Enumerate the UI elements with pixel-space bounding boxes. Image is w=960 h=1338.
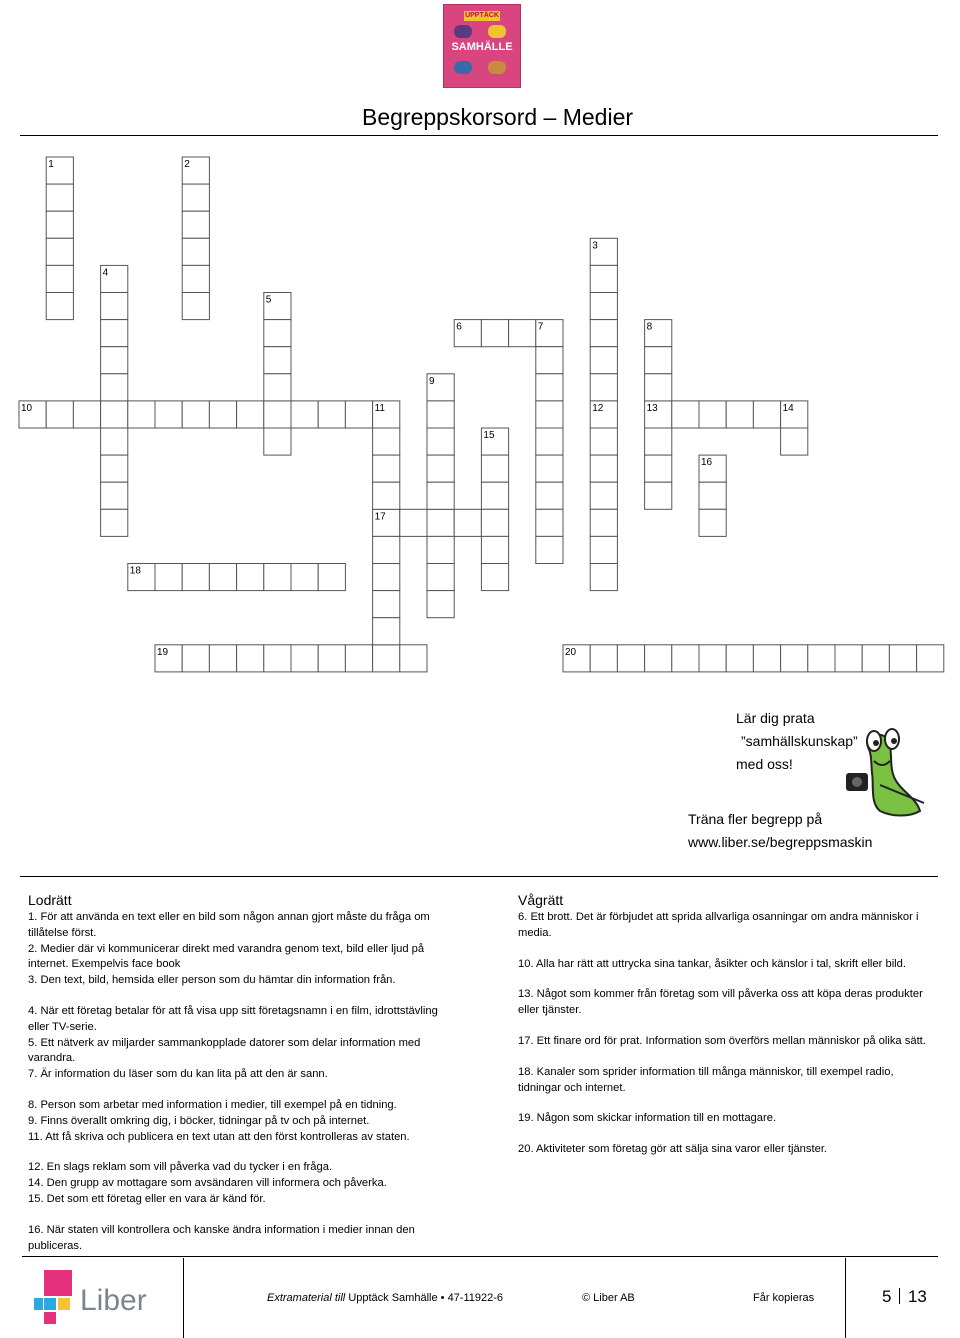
crossword-cell[interactable] — [590, 374, 617, 401]
clue-number-19: 19 — [157, 646, 169, 658]
crossword-cell[interactable] — [182, 265, 209, 292]
crossword-cell[interactable] — [781, 645, 808, 672]
crossword-cell[interactable] — [209, 564, 236, 591]
footer-rule — [22, 1256, 938, 1257]
crossword-cell[interactable] — [835, 645, 862, 672]
clue-number-16: 16 — [701, 457, 713, 469]
crossword-cell[interactable] — [481, 509, 508, 536]
clue-number-12: 12 — [592, 402, 604, 414]
clue-number-1: 1 — [48, 159, 54, 170]
crossword-cell[interactable] — [481, 320, 508, 347]
crossword-cell[interactable] — [373, 482, 400, 509]
clue-down-12: 12. En slags reklam som vill påverka vad du tycker i en fråga. — [28, 1161, 333, 1174]
crossword-cell[interactable] — [590, 347, 617, 374]
crossword-cell[interactable] — [73, 401, 100, 428]
crossword-cell[interactable] — [237, 401, 264, 428]
crossword-cell[interactable] — [427, 591, 454, 618]
clue-down-15: 15. Det som ett företag eller en vara är känd för. — [28, 1192, 266, 1205]
crossword-cell[interactable] — [400, 645, 427, 672]
clue-across-10: 10. Alla har rätt att uttrycka sina tankar, åsikter och känslor i tal, skrift eller bild. — [518, 957, 906, 970]
crossword-cell[interactable] — [264, 564, 291, 591]
crossword-cell[interactable] — [264, 645, 291, 672]
crossword-cell[interactable] — [101, 374, 128, 401]
crossword-cell[interactable] — [509, 320, 536, 347]
clue-across-18: 18. Kanaler som sprider information till många människor, till exempel radio, tidningar och internet. — [518, 1065, 894, 1094]
crossword-cell[interactable] — [590, 482, 617, 509]
page-number — [882, 1287, 927, 1307]
crossword-cell[interactable] — [672, 645, 699, 672]
crossword-cell[interactable] — [590, 564, 617, 591]
logo-pink-bottom — [44, 1312, 56, 1324]
clue-down-8: 8. Person som arbetar med information i medier, till exempel på en tidning. — [28, 1098, 397, 1111]
crossword-cell[interactable] — [155, 564, 182, 591]
crossword-cell[interactable] — [264, 347, 291, 374]
liber-logo-mark — [30, 1270, 76, 1326]
crossword-cell[interactable] — [46, 293, 73, 320]
crossword-cell[interactable] — [373, 428, 400, 455]
crossword-cell[interactable] — [373, 564, 400, 591]
crossword-cell[interactable] — [182, 211, 209, 238]
clue-across-20: 20. Aktiviteter som företag gör att sälja sina varor eller tjänster. — [518, 1143, 828, 1156]
crossword-cell[interactable] — [264, 401, 291, 428]
crossword-cell[interactable] — [46, 238, 73, 265]
page-title: Begreppskorsord – Medier — [362, 104, 634, 130]
crossword-cell[interactable] — [536, 455, 563, 482]
crossword-cell[interactable] — [617, 645, 644, 672]
crossword-cell[interactable] — [264, 428, 291, 455]
page-separator — [899, 1288, 900, 1304]
crossword-cell[interactable] — [101, 509, 128, 536]
crossword-cell[interactable] — [345, 401, 372, 428]
crossword-cell[interactable] — [46, 401, 73, 428]
footer-credit — [267, 1292, 503, 1304]
crossword-cell[interactable] — [645, 482, 672, 509]
clues-rule — [20, 876, 938, 877]
clue-across-13: 13. Något som kommer från företag som vill påverka oss att köpa deras produkter eller tjänster. — [518, 988, 923, 1017]
clue-down-1: 1. För att använda en text eller en bild som någon annan gjort måste du fråga om tillåtelse först. — [28, 911, 430, 939]
clue-number-18: 18 — [129, 565, 141, 577]
clue-down-11: 11. Att få skriva och publicera en text utan att den först kontrolleras av staten. — [28, 1130, 410, 1143]
crossword-cell[interactable] — [536, 509, 563, 536]
clue-across-19: 19. Någon som skickar information till en mottagare. — [518, 1112, 777, 1125]
crossword-cell[interactable] — [427, 455, 454, 482]
crossword-cell[interactable] — [699, 482, 726, 509]
crossword-cell[interactable] — [209, 401, 236, 428]
vagratt-heading: Vågrätt — [518, 892, 564, 908]
cover-brand: UPPTÄCK — [465, 12, 499, 19]
crossword-cell[interactable] — [373, 645, 400, 672]
crossword-cell[interactable] — [101, 293, 128, 320]
clue-across-6: 6. Ett brott. Det är förbjudet att sprida allvarliga osanningar om andra människor i media. — [518, 911, 919, 939]
crossword-cell[interactable] — [182, 184, 209, 211]
crossword-cell[interactable] — [209, 645, 236, 672]
crossword-cell[interactable] — [536, 482, 563, 509]
crossword-cell[interactable] — [373, 591, 400, 618]
vagratt-section — [518, 892, 928, 1158]
crossword-cell[interactable] — [128, 401, 155, 428]
footer-copyright: © Liber AB — [582, 1292, 635, 1304]
clue-down-16: 16. När staten vill kontrollera och kanske ändra information i medier innan den publiceras. — [28, 1223, 415, 1252]
clue-number-17: 17 — [374, 511, 386, 523]
crossword-cell[interactable] — [590, 509, 617, 536]
clue-number-14: 14 — [782, 402, 794, 414]
clue-number-8: 8 — [646, 321, 653, 333]
clue-number-3: 3 — [592, 240, 598, 252]
footer-divider-1 — [183, 1258, 184, 1338]
crossword-cell[interactable] — [590, 645, 617, 672]
crossword-cell[interactable] — [699, 645, 726, 672]
crossword-cell[interactable] — [427, 428, 454, 455]
crossword-cell[interactable] — [481, 536, 508, 563]
crossword-cell[interactable] — [237, 564, 264, 591]
crossword-cell[interactable] — [481, 455, 508, 482]
clue-number-4: 4 — [102, 267, 109, 279]
crossword-cell[interactable] — [46, 265, 73, 292]
clue-down-5: 5. Ett nätverk av miljarder sammankopplade datorer som delar information med varandra. — [28, 1036, 421, 1065]
promo-line-4: Träna fler begrepp på — [688, 811, 823, 827]
crossword-cell[interactable] — [101, 455, 128, 482]
promo-link[interactable]: www.liber.se/begreppsmaskin — [688, 834, 873, 850]
footer-book: Upptäck Samhälle — [348, 1292, 438, 1304]
crossword-cell[interactable] — [373, 455, 400, 482]
crossword-cell[interactable] — [182, 293, 209, 320]
crossword-cell[interactable] — [427, 536, 454, 563]
crossword-cell[interactable] — [917, 645, 944, 672]
clue-number-15: 15 — [483, 430, 495, 441]
footer-divider-2 — [845, 1258, 846, 1338]
clue-number-20: 20 — [565, 646, 577, 658]
crossword-cell[interactable] — [427, 482, 454, 509]
crossword-cell[interactable] — [645, 428, 672, 455]
page-total: 13 — [907, 1287, 927, 1306]
mascot-illustration — [840, 725, 932, 825]
crossword-cell[interactable] — [345, 645, 372, 672]
crossword-cell[interactable] — [781, 428, 808, 455]
promo-line-3: med oss! — [736, 756, 793, 772]
crossword-cell[interactable] — [264, 320, 291, 347]
crossword-cell[interactable] — [481, 564, 508, 591]
crossword-cell[interactable] — [291, 564, 318, 591]
clue-number-11: 11 — [374, 402, 385, 414]
clue-number-9: 9 — [429, 375, 435, 387]
crossword-cell[interactable] — [101, 428, 128, 455]
crossword-cell[interactable] — [590, 455, 617, 482]
crossword-cell[interactable] — [182, 564, 209, 591]
crossword-cell[interactable] — [182, 401, 209, 428]
crossword-cell[interactable] — [291, 645, 318, 672]
footer-extramaterial: Extramaterial till — [267, 1292, 346, 1304]
clue-number-13: 13 — [646, 402, 658, 414]
crossword-cell[interactable] — [291, 401, 318, 428]
crossword-cell[interactable] — [318, 645, 345, 672]
crossword-cell[interactable] — [46, 184, 73, 211]
crossword-cell[interactable] — [645, 645, 672, 672]
logo-cyan-left — [34, 1298, 43, 1310]
crossword-cell[interactable] — [536, 536, 563, 563]
crossword-cell[interactable] — [590, 428, 617, 455]
promo-line-2: ”samhällskunskap” — [741, 733, 858, 749]
lodratt-heading: Lodrätt — [28, 892, 72, 908]
lodratt-section — [28, 892, 458, 1254]
logo-yellow-square — [58, 1298, 70, 1310]
crossword-cell[interactable] — [645, 347, 672, 374]
crossword-cell[interactable] — [726, 645, 753, 672]
clue-number-7: 7 — [537, 321, 544, 333]
crossword-cell[interactable] — [400, 509, 427, 536]
crossword-cell[interactable] — [645, 374, 672, 401]
crossword-cell[interactable] — [101, 320, 128, 347]
footer-permission: Får kopieras — [753, 1292, 815, 1304]
crossword-cell[interactable] — [101, 401, 128, 428]
clue-down-4: 4. När ett företag betalar för att få visa upp sitt företagsnamn i en film, idrottstävling eller TV-serie. — [28, 1004, 438, 1033]
footer-isbn: • 47-11922-6 — [440, 1292, 504, 1304]
crossword-cell[interactable] — [645, 455, 672, 482]
clue-down-3: 3. Den text, bild, hemsida eller person som du hämtar din information från. — [28, 974, 396, 987]
crossword-cell[interactable] — [808, 645, 835, 672]
crossword-cell[interactable] — [726, 401, 753, 428]
crossword-cell[interactable] — [427, 509, 454, 536]
crossword-cell[interactable] — [481, 482, 508, 509]
crossword-cell[interactable] — [264, 374, 291, 401]
crossword-cell[interactable] — [699, 401, 726, 428]
crossword-cell[interactable] — [862, 645, 889, 672]
crossword-cell[interactable] — [155, 401, 182, 428]
crossword-cell[interactable] — [318, 401, 345, 428]
page-current: 5 — [882, 1287, 892, 1306]
crossword-cell[interactable] — [536, 347, 563, 374]
clue-across-17: 17. Ett finare ord för prat. Information som överförs mellan människor på olika sätt. — [518, 1034, 926, 1047]
crossword-cell[interactable] — [536, 401, 563, 428]
liber-logo-text: Liber — [80, 1284, 147, 1317]
crossword-cell[interactable] — [590, 320, 617, 347]
clue-down-7: 7. Är information du läser som du kan lita på att den är sann. — [28, 1068, 328, 1081]
clue-number-10: 10 — [21, 402, 33, 414]
crossword-cell[interactable] — [590, 536, 617, 563]
logo-pink-square — [44, 1270, 72, 1296]
clue-number-6: 6 — [456, 321, 462, 333]
crossword-cell[interactable] — [318, 564, 345, 591]
clue-down-14: 14. Den grupp av mottagare som avsändaren vill informera och påverka. — [28, 1177, 387, 1190]
crossword-cell[interactable] — [536, 428, 563, 455]
crossword-cell[interactable] — [373, 536, 400, 563]
clue-number-2: 2 — [184, 159, 190, 170]
crossword-cell[interactable] — [237, 645, 264, 672]
crossword-cell[interactable] — [672, 401, 699, 428]
clue-down-9: 9. Finns överallt omkring dig, i böcker, tidningar på tv och på internet. — [28, 1114, 370, 1127]
cover-title: SAMHÄLLE — [451, 41, 513, 53]
crossword-cell[interactable] — [889, 645, 916, 672]
clue-number-5: 5 — [265, 294, 272, 306]
crossword-cell[interactable] — [753, 645, 780, 672]
crossword-cell[interactable] — [753, 401, 780, 428]
crossword-cell[interactable] — [590, 293, 617, 320]
crossword-cell[interactable] — [101, 482, 128, 509]
logo-cyan-square — [44, 1298, 56, 1310]
crossword-cell[interactable] — [373, 618, 400, 645]
crossword-cell[interactable] — [427, 564, 454, 591]
crossword-cell[interactable] — [699, 509, 726, 536]
crossword-cell[interactable] — [46, 211, 73, 238]
crossword-cell[interactable] — [590, 265, 617, 292]
promo-line-1: Lär dig prata — [736, 710, 815, 726]
crossword-cell[interactable] — [536, 374, 563, 401]
crossword-cell[interactable] — [182, 238, 209, 265]
crossword-cell[interactable] — [427, 401, 454, 428]
crossword-cell[interactable] — [101, 347, 128, 374]
clue-down-2: 2. Medier där vi kommunicerar direkt med varandra genom text, bild eller ljud på internet. Exempelvis face book — [28, 942, 425, 971]
crossword-cell[interactable] — [182, 645, 209, 672]
crossword-cell[interactable] — [454, 509, 481, 536]
